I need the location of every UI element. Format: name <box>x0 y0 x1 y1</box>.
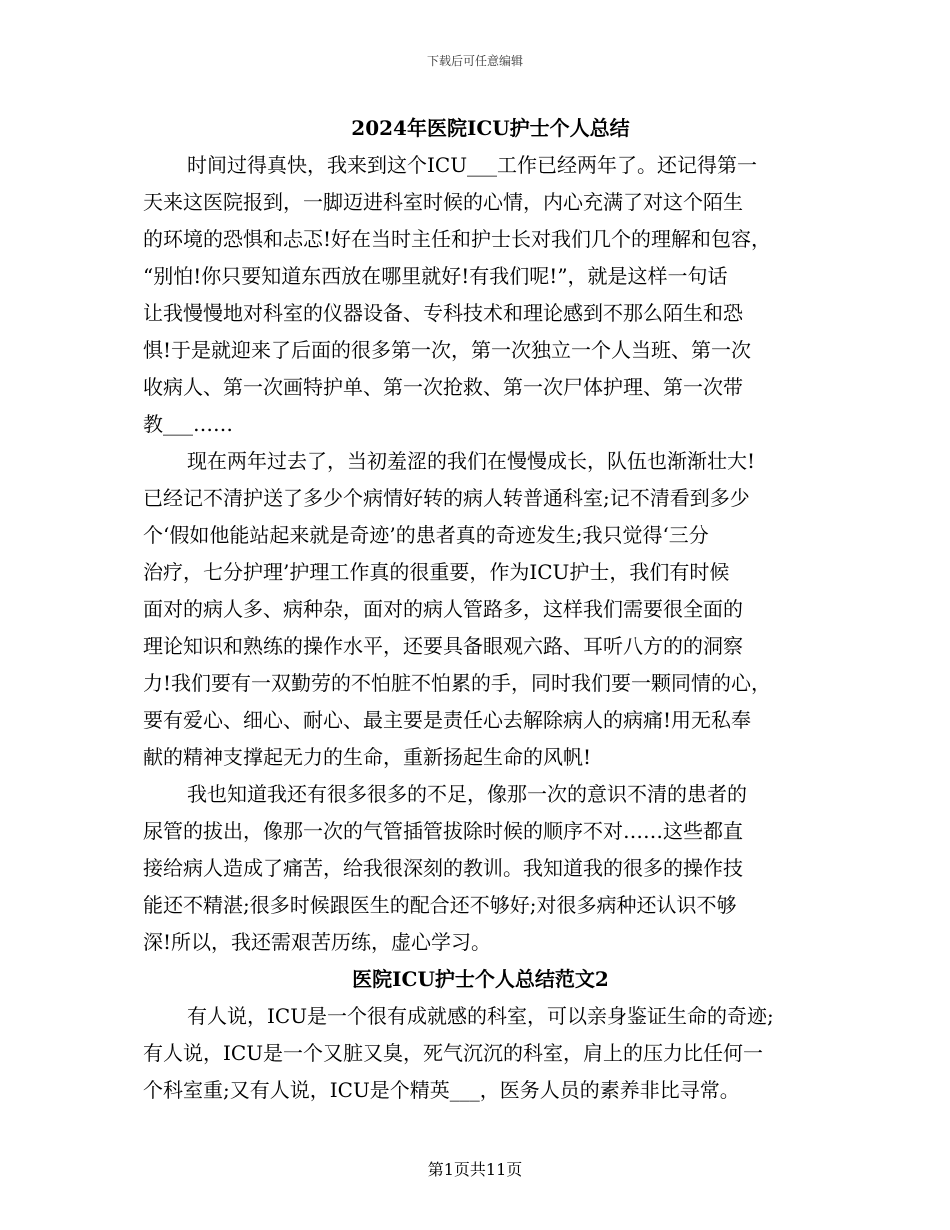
paragraph-line: 收病人、第一次画特护单、第一次抢救、第一次尸体护理、第一次带 <box>143 375 743 399</box>
paragraph-line: 让我慢慢地对科室的仪器设备、专科技术和理论感到不那么陌生和恐 <box>143 301 743 325</box>
paragraph-line: 的环境的恐惧和忐忑!好在当时主任和护士长对我们几个的理解和包容， <box>143 227 772 251</box>
paragraph-line: 时间过得真快，我来到这个ICU___工作已经两年了。还记得第一 <box>187 153 758 177</box>
document-body <box>143 110 808 1109</box>
paragraph-line: 个‘假如他能站起来就是奇迹’的患者真的奇迹发生;我只觉得‘三分 <box>143 523 709 547</box>
paragraph-line: 理论知识和熟练的操作水平，还要具备眼观六路、耳听八方的的洞察 <box>143 634 743 658</box>
paragraph-line: 能还不精湛;很多时候跟医生的配合还不够好;对很多病种还认识不够 <box>143 893 737 917</box>
paragraph-line: 个科室重;又有人说，ICU是个精英___，医务人员的素养非比寻常。 <box>143 1078 740 1102</box>
paragraph-4 <box>143 998 808 1109</box>
paragraph-line: 惧!于是就迎来了后面的很多第一次，第一次独立一个人当班、第一次 <box>143 338 752 362</box>
paragraph-line: 已经记不清护送了多少个病情好转的病人转普通科室;记不清看到多少 <box>143 486 750 510</box>
section-subtitle: 医院ICU护士个人总结范文2 <box>352 967 609 991</box>
paragraph-line: 尿管的拔出，像那一次的气管插管拔除时候的顺序不对……这些都直 <box>143 819 743 843</box>
paragraph-line: 教___…… <box>143 412 233 436</box>
paragraph-3 <box>143 776 808 961</box>
paragraph-line: 治疗，七分护理’护理工作真的很重要，作为ICU护士，我们有时候 <box>143 560 730 584</box>
paragraph-line: 我也知道我还有很多很多的不足，像那一次的意识不清的患者的 <box>187 782 747 806</box>
page-number-footer: 第1页共11页 <box>427 1160 523 1179</box>
page-header-note: 下载后可任意编辑 <box>426 54 523 68</box>
paragraph-line: 现在两年过去了，当初羞涩的我们在慢慢成长，队伍也渐渐壮大! <box>187 449 756 473</box>
paragraph-line: 献的精神支撑起无力的生命，重新扬起生命的风帆! <box>143 745 592 769</box>
document-title: 2024年医院ICU护士个人总结 <box>351 116 630 140</box>
paragraph-line: “别怕!你只要知道东西放在哪里就好!有我们呢!”，就是这样一句话 <box>143 264 728 288</box>
paragraph-line: 力!我们要有一双勤劳的不怕脏不怕累的手，同时我们要一颗同情的心， <box>143 671 772 695</box>
paragraph-2 <box>143 443 808 776</box>
paragraph-line: 要有爱心、细心、耐心、最主要是责任心去解除病人的病痛!用无私奉 <box>143 708 752 732</box>
paragraph-line: 天来这医院报到，一脚迈进科室时候的心情，内心充满了对这个陌生 <box>143 190 743 214</box>
paragraph-line: 有人说，ICU是一个又脏又臭，死气沉沉的科室，肩上的压力比任何一 <box>143 1041 764 1065</box>
paragraph-1 <box>143 147 808 443</box>
paragraph-line: 面对的病人多、病种杂，面对的病人管路多，这样我们需要很全面的 <box>143 597 743 621</box>
paragraph-line: 有人说，ICU是一个很有成就感的科室，可以亲身鉴证生命的奇迹; <box>187 1004 774 1028</box>
paragraph-line: 接给病人造成了痛苦，给我很深刻的教训。我知道我的很多的操作技 <box>143 856 743 880</box>
paragraph-line: 深!所以，我还需艰苦历练，虚心学习。 <box>143 930 492 954</box>
